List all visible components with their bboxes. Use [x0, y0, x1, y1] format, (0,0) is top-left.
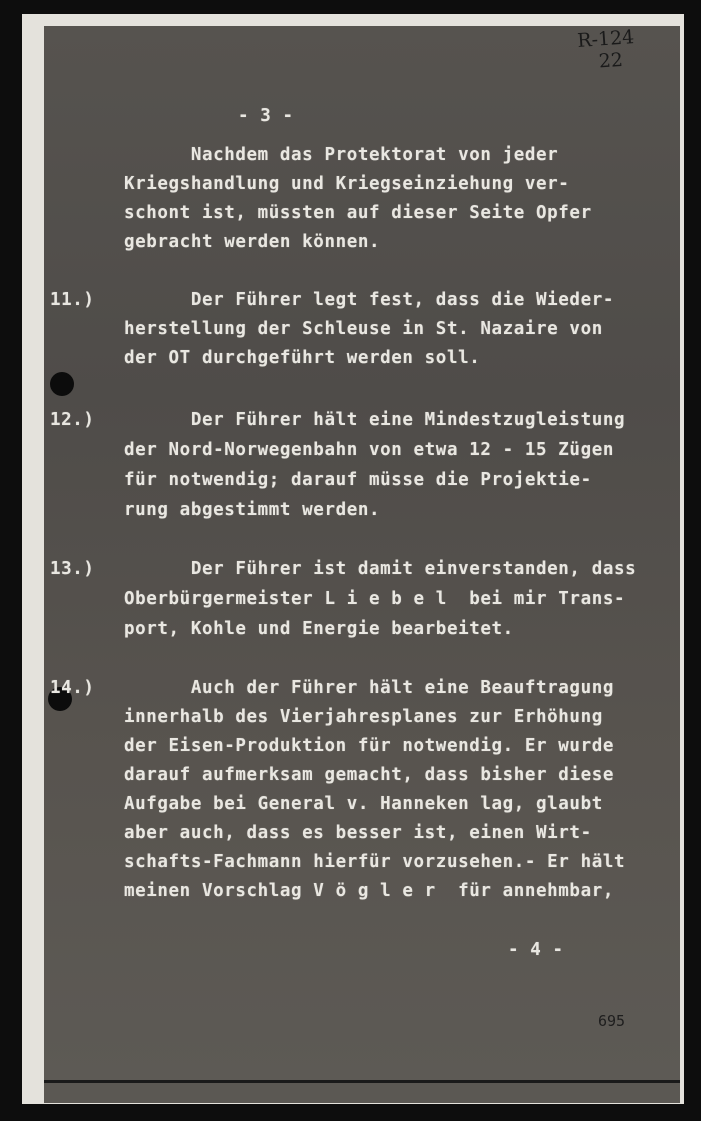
text-line: Der Führer hält eine Mindestzugleistung: [124, 410, 626, 430]
paragraph-number: 13.): [50, 559, 95, 579]
text-line: Der Führer ist damit einverstanden, dass: [124, 559, 637, 579]
paragraph-number: 12.): [50, 410, 95, 430]
text-line: schont ist, müssten auf dieser Seite Opfer: [124, 203, 592, 223]
text-line: Der Führer legt fest, dass die Wieder-: [124, 290, 614, 310]
text-line: Aufgabe bei General v. Hanneken lag, glaubt: [124, 794, 603, 814]
text-line: meinen Vorschlag V ö g l e r für annehmbar,: [124, 881, 614, 901]
page-number-top: - 3 -: [238, 106, 294, 126]
text-line: aber auch, dass es besser ist, einen Wirt-: [124, 823, 592, 843]
text-line: innerhalb des Vierjahresplanes zur Erhöhung: [124, 707, 603, 727]
text-line: für notwendig; darauf müsse die Projektie-: [124, 470, 592, 490]
text-line: Nachdem das Protektorat von jeder: [124, 145, 559, 165]
archive-reference: [577, 26, 637, 74]
text-line: der Nord-Norwegenbahn von etwa 12 - 15 Zügen: [124, 440, 614, 460]
paragraph-number: 11.): [50, 290, 95, 310]
text-line: der Eisen-Produktion für notwendig. Er wurde: [124, 736, 614, 756]
next-page-edge: [44, 1083, 680, 1103]
punch-hole-top: [50, 372, 74, 396]
paragraph-number: 14.): [50, 678, 95, 698]
text-line: gebracht werden können.: [124, 232, 381, 252]
text-line: Auch der Führer hält eine Beauftragung: [124, 678, 614, 698]
text-line: herstellung der Schleuse in St. Nazaire von: [124, 319, 603, 339]
text-line: Kriegshandlung und Kriegseinziehung ver-: [124, 174, 570, 194]
text-line: port, Kohle und Energie bearbeitet.: [124, 619, 514, 639]
archive-reference-line-2: 22: [598, 48, 624, 73]
page-stamp: 695: [598, 1012, 626, 1030]
archive-reference-line-1: R-124: [576, 26, 635, 52]
text-line: darauf aufmerksam gemacht, dass bisher diese: [124, 765, 614, 785]
text-line: der OT durchgeführt werden soll.: [124, 348, 481, 368]
text-line: Oberbürgermeister L i e b e l bei mir Trans-: [124, 589, 626, 609]
text-line: rung abgestimmt werden.: [124, 500, 381, 520]
continuation-marker: - 4 -: [508, 940, 564, 960]
text-line: schafts-Fachmann hierfür vorzusehen.- Er hält: [124, 852, 626, 872]
